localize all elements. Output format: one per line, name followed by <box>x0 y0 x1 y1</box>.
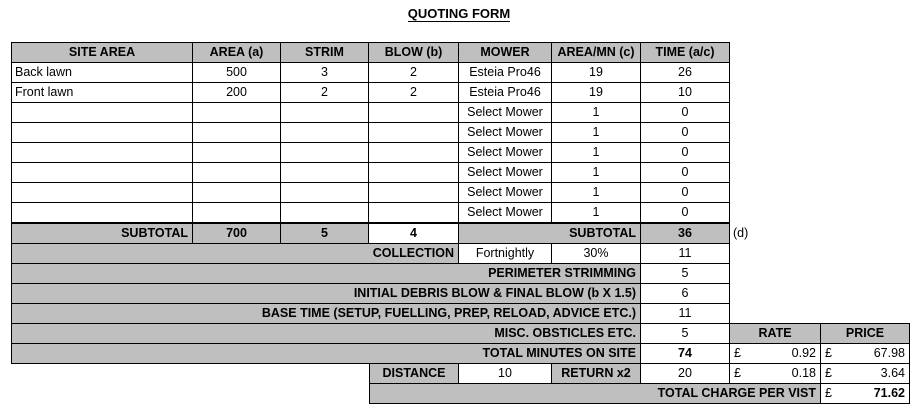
row-time: 0 <box>640 142 730 163</box>
row-mower-select[interactable]: Select Mower <box>458 162 552 183</box>
row-time: 0 <box>640 182 730 203</box>
row-area[interactable] <box>192 182 281 203</box>
total-charge-value: 71.62 <box>873 386 905 401</box>
header-area: AREA (a) <box>192 42 281 63</box>
row-time: 0 <box>640 202 730 223</box>
row-area[interactable] <box>192 102 281 123</box>
row-blow[interactable]: 2 <box>368 82 459 103</box>
total-minutes-label: TOTAL MINUTES ON SITE <box>11 343 641 364</box>
header-mower: MOWER <box>458 42 552 63</box>
subtotal-area: 700 <box>192 223 281 244</box>
pound-sign: £ <box>734 346 741 361</box>
row-strim[interactable]: 2 <box>280 82 369 103</box>
row-area-mn: 1 <box>551 102 641 123</box>
row-area-mn: 19 <box>551 82 641 103</box>
row-blow[interactable] <box>368 142 459 163</box>
row-blow[interactable] <box>368 202 459 223</box>
perimeter-label: PERIMETER STRIMMING <box>11 263 641 284</box>
debris-label: INITIAL DEBRIS BLOW & FINAL BLOW (b X 1.5) <box>11 283 641 304</box>
row-site[interactable]: Back lawn <box>11 62 193 83</box>
row-mower-select[interactable]: Esteia Pro46 <box>458 62 552 83</box>
pound-sign: £ <box>734 366 741 381</box>
row-area-mn: 1 <box>551 162 641 183</box>
total-charge-label: TOTAL CHARGE PER VIST <box>369 383 821 404</box>
collection-percent: 30% <box>551 243 641 264</box>
header-area-mn: AREA/MN (c) <box>551 42 641 63</box>
row-strim[interactable] <box>280 162 369 183</box>
row-strim[interactable] <box>280 122 369 143</box>
distance-label: DISTANCE <box>369 363 459 384</box>
debris-value: 6 <box>640 283 730 304</box>
header-blow: BLOW (b) <box>368 42 459 63</box>
row-area-mn: 19 <box>551 62 641 83</box>
subtotal-blow: 4 <box>368 223 459 244</box>
row-area[interactable] <box>192 142 281 163</box>
row-blow[interactable] <box>368 162 459 183</box>
time-price: 67.98 <box>873 346 905 361</box>
row-strim[interactable] <box>280 202 369 223</box>
time-price-cell <box>820 343 910 364</box>
row-area-mn: 1 <box>551 122 641 143</box>
misc-value: 5 <box>640 323 730 344</box>
row-area-mn: 1 <box>551 202 641 223</box>
row-area[interactable] <box>192 122 281 143</box>
row-time: 0 <box>640 102 730 123</box>
price-header: PRICE <box>820 323 910 344</box>
row-blow[interactable]: 2 <box>368 62 459 83</box>
row-mower-select[interactable]: Select Mower <box>458 202 552 223</box>
distance-rate-cell <box>729 363 821 384</box>
row-mower-select[interactable]: Select Mower <box>458 142 552 163</box>
header-site-area: SITE AREA <box>11 42 193 63</box>
distance-rate: 0.18 <box>791 366 816 381</box>
row-site[interactable] <box>11 202 193 223</box>
pound-sign: £ <box>825 386 832 401</box>
row-time: 0 <box>640 122 730 143</box>
row-strim[interactable] <box>280 142 369 163</box>
row-strim[interactable] <box>280 182 369 203</box>
return-label: RETURN x2 <box>551 363 641 384</box>
row-site[interactable] <box>11 162 193 183</box>
row-strim[interactable] <box>280 102 369 123</box>
row-area-mn: 1 <box>551 182 641 203</box>
return-value: 20 <box>640 363 730 384</box>
rate-header: RATE <box>729 323 821 344</box>
subtotal-strim: 5 <box>280 223 369 244</box>
row-time: 10 <box>640 82 730 103</box>
subtotal-label-right: SUBTOTAL <box>458 223 641 244</box>
row-site[interactable] <box>11 122 193 143</box>
time-rate: 0.92 <box>791 346 816 361</box>
subtotal-label: SUBTOTAL <box>11 223 193 244</box>
misc-label: MISC. OBSTICLES ETC. <box>11 323 641 344</box>
row-area-mn: 1 <box>551 142 641 163</box>
pound-sign: £ <box>825 366 832 381</box>
total-minutes-value: 74 <box>640 343 730 364</box>
pound-sign: £ <box>825 346 832 361</box>
row-site[interactable] <box>11 182 193 203</box>
row-mower-select[interactable]: Esteia Pro46 <box>458 82 552 103</box>
row-area[interactable] <box>192 162 281 183</box>
distance-price-cell <box>820 363 910 384</box>
collection-frequency[interactable]: Fortnightly <box>458 243 552 264</box>
row-area[interactable] <box>192 202 281 223</box>
row-mower-select[interactable]: Select Mower <box>458 102 552 123</box>
row-site[interactable] <box>11 142 193 163</box>
subtotal-time: 36 <box>640 223 730 244</box>
row-strim[interactable]: 3 <box>280 62 369 83</box>
row-time: 0 <box>640 162 730 183</box>
row-area[interactable]: 200 <box>192 82 281 103</box>
subtotal-note: (d) <box>733 226 749 240</box>
distance-price: 3.64 <box>880 366 905 381</box>
time-rate-cell <box>729 343 821 364</box>
perimeter-value: 5 <box>640 263 730 284</box>
row-time: 26 <box>640 62 730 83</box>
header-strim: STRIM <box>280 42 369 63</box>
distance-value[interactable]: 10 <box>458 363 552 384</box>
row-blow[interactable] <box>368 122 459 143</box>
header-time: TIME (a/c) <box>640 42 730 63</box>
row-blow[interactable] <box>368 102 459 123</box>
row-mower-select[interactable]: Select Mower <box>458 122 552 143</box>
total-charge-cell <box>820 383 910 404</box>
row-site[interactable] <box>11 102 193 123</box>
row-mower-select[interactable]: Select Mower <box>458 182 552 203</box>
base-time-value: 11 <box>640 303 730 324</box>
collection-value: 11 <box>640 243 730 264</box>
base-time-label: BASE TIME (SETUP, FUELLING, PREP, RELOAD, ADVICE ETC.) <box>11 303 641 324</box>
row-blow[interactable] <box>368 182 459 203</box>
form-title: QUOTING FORM <box>407 6 511 21</box>
collection-label: COLLECTION <box>11 243 459 264</box>
row-site[interactable]: Front lawn <box>11 82 193 103</box>
row-area[interactable]: 500 <box>192 62 281 83</box>
